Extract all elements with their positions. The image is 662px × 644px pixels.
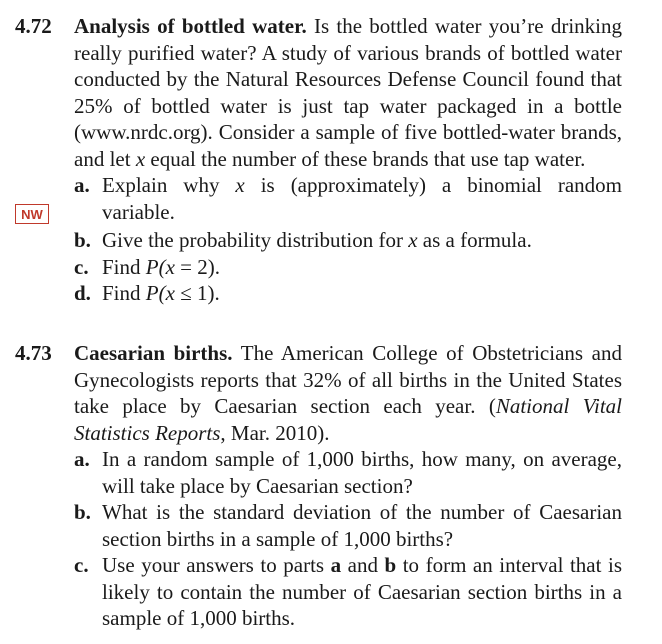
part-label: b.: [74, 500, 91, 524]
part-variable: x: [408, 228, 418, 252]
part-text-end: is (approximately) a binomial random variable.: [102, 173, 622, 224]
part-label: d.: [74, 281, 91, 305]
part-c: [74, 552, 622, 632]
nw-badge: NW: [15, 204, 49, 224]
part-text: Explain why: [102, 173, 236, 197]
part-ref-a: a: [330, 553, 342, 577]
stem-variable: x: [135, 146, 146, 171]
exercise-number: 4.73: [15, 341, 52, 365]
part-b: [74, 227, 622, 254]
part-a: [74, 446, 622, 499]
part-text: Find: [102, 281, 146, 305]
stem-text: The American College of Obstetricians and Gynecologists reports that 32% of all births in the United States take place by Caesarian section each year. (: [74, 341, 622, 418]
part-math: P(x: [145, 254, 175, 279]
exercise-stem: [74, 13, 622, 172]
part-text: What is the standard deviation of the number of Caesarian section births in a sample of 1,000 births?: [102, 500, 622, 551]
exercise-body: [74, 340, 622, 632]
part-variable: x: [235, 173, 245, 197]
stem-citation: National Vital Statistics Reports: [74, 394, 622, 445]
part-text-end: as a formula.: [417, 228, 532, 252]
stem-text-end: equal the number of these brands that use tap water.: [145, 146, 586, 171]
exercise-number: 4.72: [15, 14, 52, 38]
exercise-stem: [74, 340, 622, 446]
stem-text-end: , Mar. 2010).: [220, 420, 330, 445]
part-math: P(x: [145, 281, 175, 305]
part-ref-b: b: [384, 553, 397, 577]
exercise-title: Caesarian births.: [74, 341, 233, 365]
exercise-title: Analysis of bottled water.: [74, 14, 307, 38]
part-a: [74, 172, 622, 225]
part-text: Use your answers to parts: [102, 553, 331, 577]
part-text-end: to form an interval that is likely to contain the number of Caesarian section births in a sample of 1,000 births.: [102, 553, 622, 630]
part-text: In a random sample of 1,000 births, how many, on average, will take place by Caesarian section?: [102, 447, 622, 498]
part-text-end: ≤ 1).: [174, 281, 220, 305]
part-label: c.: [74, 553, 89, 577]
part-label: b.: [74, 228, 91, 252]
part-label: c.: [74, 254, 89, 279]
part-label: a.: [74, 447, 90, 471]
part-c: [74, 254, 622, 281]
part-b: [74, 499, 622, 552]
part-text: Give the probability distribution for: [102, 228, 409, 252]
part-label: a.: [74, 173, 90, 197]
part-text-mid: and: [341, 553, 385, 577]
exercise-body: [74, 13, 622, 307]
part-text-end: = 2).: [174, 254, 221, 279]
part-d: [74, 280, 622, 307]
stem-text: Is the bottled water you’re drinking really purified water? A study of various brands of bottled water conducted by the Natural Resources Defense Council found that 25% of bottled water is just tap water packaged in a bottle (www.nrdc.org). Consider a sample of five bottled-water brands, and let: [74, 14, 622, 171]
part-text: Find: [102, 254, 146, 279]
